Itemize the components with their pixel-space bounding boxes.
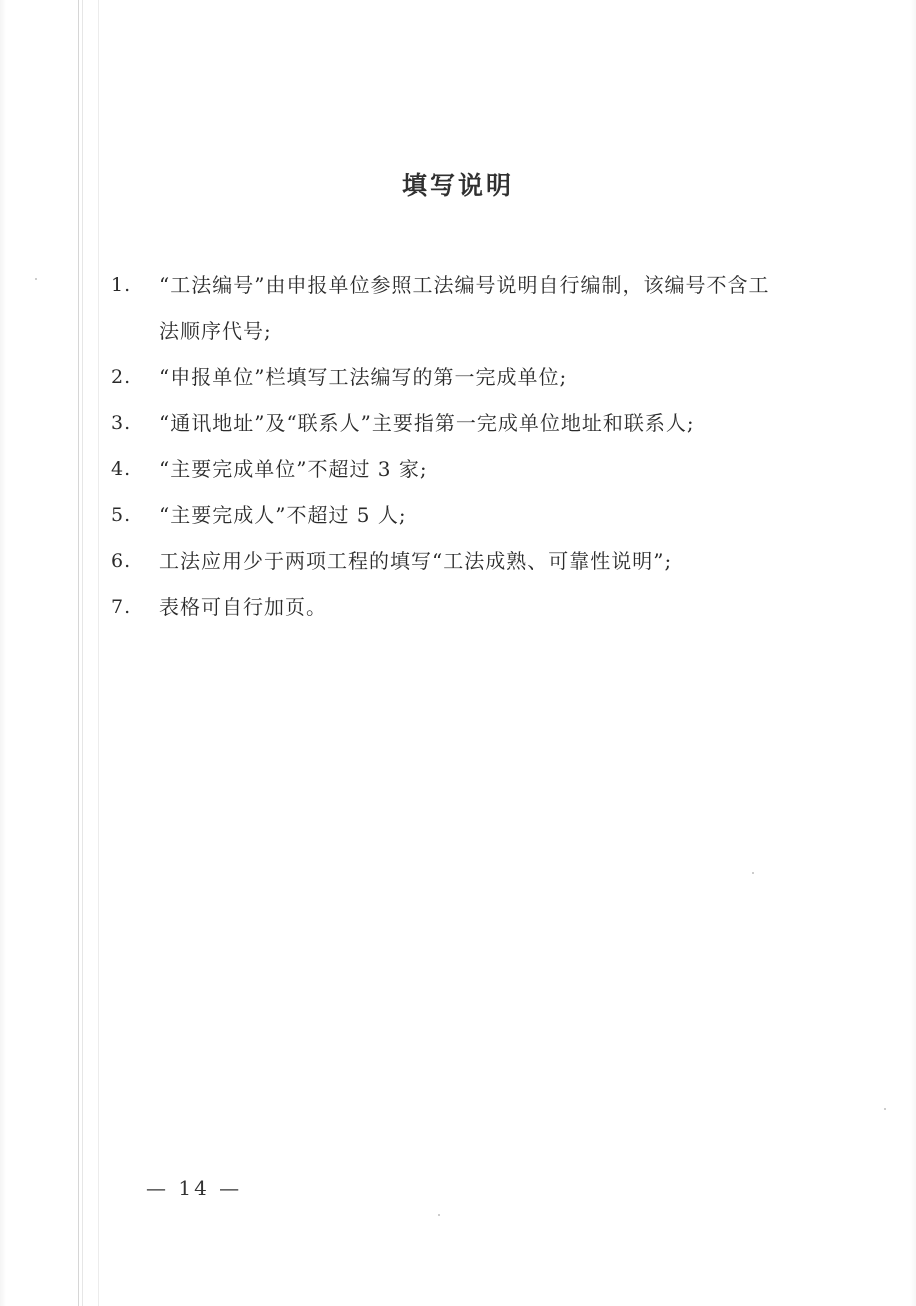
item-number: 6. xyxy=(111,550,132,572)
scan-speck xyxy=(35,278,37,280)
list-item xyxy=(111,446,811,492)
list-item xyxy=(111,400,811,446)
item-number: 7. xyxy=(111,596,132,618)
item-number: 3. xyxy=(111,412,132,434)
item-text: “主要完成人”不超过 5 人; xyxy=(159,503,407,527)
item-text: “通讯地址”及“联系人”主要指第一完成单位地址和联系人; xyxy=(159,411,695,435)
list-item xyxy=(111,262,811,354)
item-text: “申报单位”栏填写工法编写的第一完成单位; xyxy=(159,365,568,389)
scan-speck xyxy=(884,1108,886,1110)
list-item xyxy=(111,584,811,630)
item-number: 2. xyxy=(111,366,132,388)
instruction-list xyxy=(111,262,811,630)
item-number: 1. xyxy=(111,274,132,296)
list-item xyxy=(111,538,811,584)
item-number: 4. xyxy=(111,458,132,480)
item-text: 工法应用少于两项工程的填写“工法成熟、可靠性说明”; xyxy=(159,549,673,573)
item-text: 表格可自行加页。 xyxy=(159,595,327,619)
item-text: “主要完成单位”不超过 3 家; xyxy=(159,457,428,481)
page-title: 填写说明 xyxy=(401,171,514,200)
scan-speck xyxy=(438,1214,440,1216)
list-item xyxy=(111,492,811,538)
item-text: “工法编号”由申报单位参照工法编号说明自行编制，该编号不含工法顺序代号; xyxy=(159,273,770,343)
list-item xyxy=(111,354,811,400)
item-number: 5. xyxy=(111,504,132,526)
scan-speck xyxy=(752,872,754,874)
page-number: — 14 — xyxy=(146,1176,243,1200)
